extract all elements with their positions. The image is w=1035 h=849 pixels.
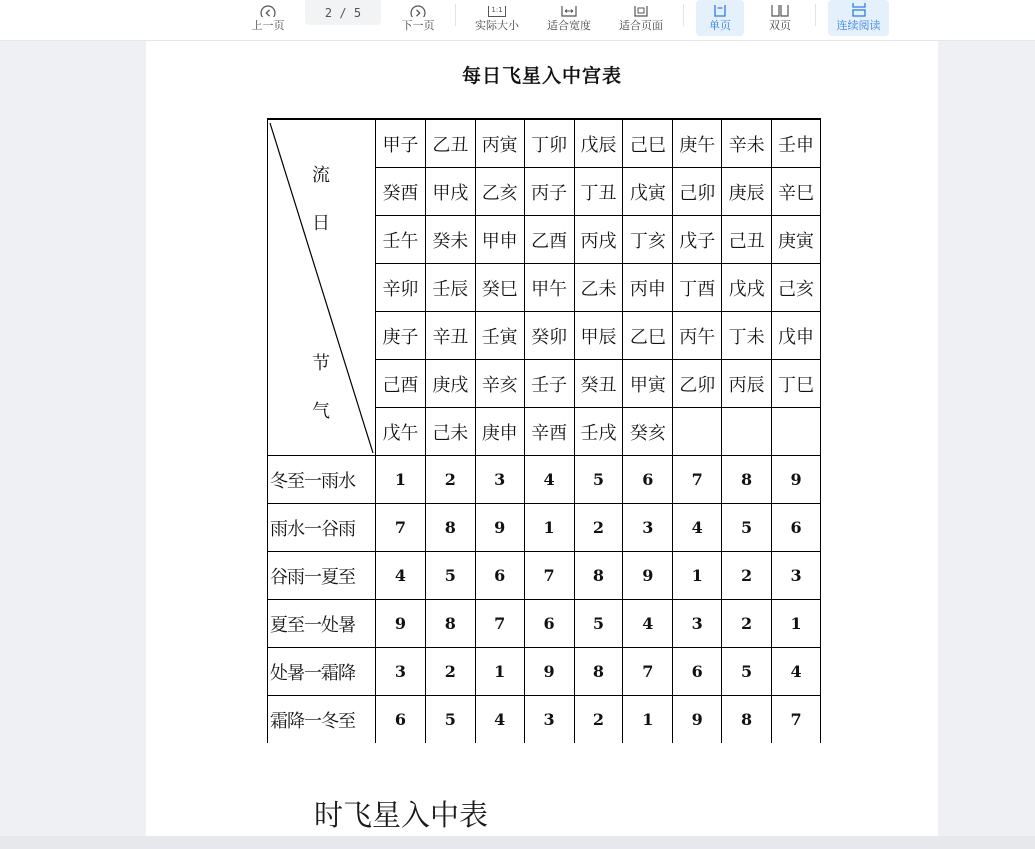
day-cell-text: 庚申 bbox=[481, 422, 518, 444]
star-number: 7 bbox=[543, 566, 555, 585]
single-page-icon bbox=[709, 2, 731, 17]
day-cell-text: 己未 bbox=[432, 422, 469, 444]
day-cell-text: 甲辰 bbox=[580, 326, 617, 348]
star-number: 2 bbox=[741, 614, 753, 633]
solar-term-row bbox=[268, 600, 821, 648]
day-cell bbox=[574, 312, 623, 360]
day-cell bbox=[772, 264, 821, 312]
day-cell-text: 癸丑 bbox=[580, 374, 617, 396]
star-number: 5 bbox=[592, 614, 605, 633]
day-cell bbox=[623, 264, 673, 312]
document-page bbox=[146, 41, 938, 836]
star-number-cell bbox=[524, 648, 574, 696]
fit-page-label: 适合页面 bbox=[619, 19, 663, 32]
star-number-cell bbox=[673, 504, 722, 552]
star-number-cell bbox=[623, 456, 673, 504]
star-number: 3 bbox=[394, 662, 406, 681]
day-cell-text: 庚子 bbox=[382, 326, 419, 348]
day-cell-text: 丁亥 bbox=[629, 230, 666, 252]
day-cell-text: 甲子 bbox=[382, 134, 419, 156]
day-cell bbox=[524, 119, 574, 168]
star-number-cell bbox=[475, 696, 524, 744]
star-number: 3 bbox=[642, 518, 654, 537]
day-cell-text: 丁卯 bbox=[531, 134, 568, 156]
day-cell-text: 己亥 bbox=[778, 278, 815, 300]
day-cell-text: 乙未 bbox=[580, 278, 617, 300]
day-cell bbox=[722, 264, 772, 312]
toolbar-divider bbox=[455, 4, 456, 26]
day-cell bbox=[623, 408, 673, 456]
day-cell bbox=[376, 408, 426, 456]
day-cell bbox=[425, 168, 475, 216]
star-number: 4 bbox=[691, 518, 703, 537]
fit-page-icon bbox=[630, 2, 652, 17]
star-number: 3 bbox=[790, 566, 802, 585]
star-number-cell bbox=[722, 600, 772, 648]
single-page-button[interactable] bbox=[696, 0, 744, 36]
day-cell-text: 己巳 bbox=[629, 134, 666, 156]
star-number: 6 bbox=[394, 710, 406, 729]
day-cell bbox=[475, 119, 524, 168]
day-cell bbox=[574, 264, 623, 312]
star-number: 4 bbox=[543, 470, 555, 489]
document-title: 每日飞星入中宫表 bbox=[461, 65, 622, 87]
day-cell-text: 丙戌 bbox=[580, 230, 617, 252]
day-cell bbox=[722, 119, 772, 168]
day-cell bbox=[673, 216, 722, 264]
star-number-cell bbox=[475, 600, 524, 648]
day-cell bbox=[475, 264, 524, 312]
star-number-cell bbox=[623, 648, 673, 696]
star-number-cell bbox=[722, 552, 772, 600]
star-number: 6 bbox=[790, 518, 802, 537]
fit-width-button[interactable] bbox=[543, 0, 595, 36]
star-number: 7 bbox=[691, 470, 703, 489]
day-cell-text: 己丑 bbox=[728, 230, 765, 252]
corner-label: 节 bbox=[312, 352, 330, 374]
day-cell-text: 辛卯 bbox=[382, 278, 419, 300]
star-number-cell bbox=[574, 504, 623, 552]
day-cell-text: 癸巳 bbox=[481, 278, 518, 300]
solar-term-label: 霜降一冬至 bbox=[268, 696, 376, 744]
star-number: 4 bbox=[790, 662, 802, 681]
star-number-cell bbox=[574, 648, 623, 696]
day-cell-text: 丙申 bbox=[629, 278, 666, 300]
prev-page-label: 上一页 bbox=[251, 19, 285, 32]
day-cell bbox=[425, 216, 475, 264]
day-cell-text: 壬寅 bbox=[481, 326, 518, 348]
star-number: 5 bbox=[444, 710, 456, 729]
double-page-button[interactable] bbox=[758, 0, 802, 36]
prev-page-button[interactable] bbox=[248, 0, 288, 36]
day-cell bbox=[425, 119, 475, 168]
day-cell bbox=[524, 312, 574, 360]
day-row bbox=[268, 119, 821, 168]
day-cell-text: 戊辰 bbox=[580, 134, 617, 156]
day-cell-text: 己卯 bbox=[679, 182, 716, 204]
day-cell bbox=[475, 168, 524, 216]
solar-term-row bbox=[268, 456, 821, 504]
star-number: 1 bbox=[691, 566, 703, 585]
day-cell bbox=[673, 408, 722, 456]
day-cell-text: 辛巳 bbox=[778, 182, 815, 204]
day-cell-text: 己酉 bbox=[382, 374, 419, 396]
star-number-cell bbox=[673, 648, 722, 696]
chevron-right-circle-icon bbox=[407, 2, 429, 17]
star-number: 4 bbox=[642, 614, 654, 633]
star-number-cell bbox=[673, 696, 722, 744]
day-cell-text: 壬辰 bbox=[432, 278, 469, 300]
day-cell-text: 戊申 bbox=[778, 326, 815, 348]
day-cell bbox=[524, 360, 574, 408]
star-number: 9 bbox=[642, 566, 654, 585]
next-page-button[interactable] bbox=[397, 0, 439, 36]
star-number-cell bbox=[425, 456, 475, 504]
star-number: 8 bbox=[741, 470, 753, 489]
star-number: 8 bbox=[741, 710, 753, 729]
day-cell bbox=[722, 312, 772, 360]
star-number: 3 bbox=[494, 470, 506, 489]
day-cell bbox=[772, 119, 821, 168]
day-cell bbox=[425, 408, 475, 456]
star-number-cell bbox=[425, 600, 475, 648]
next-page-label: 下一页 bbox=[401, 19, 435, 32]
star-number: 2 bbox=[444, 470, 456, 489]
star-number-cell bbox=[524, 600, 574, 648]
star-number: 5 bbox=[741, 662, 753, 681]
corner-label: 流 bbox=[312, 164, 330, 186]
page-number-input[interactable] bbox=[305, 0, 381, 25]
star-number: 7 bbox=[642, 662, 654, 681]
star-number-cell bbox=[623, 504, 673, 552]
day-cell-text: 庚寅 bbox=[778, 230, 815, 252]
day-cell-text: 丙辰 bbox=[728, 374, 765, 396]
day-cell-text: 庚戌 bbox=[432, 374, 469, 396]
flying-star-table-wrap bbox=[267, 118, 821, 743]
day-cell bbox=[722, 168, 772, 216]
star-number-cell bbox=[574, 456, 623, 504]
star-number: 6 bbox=[642, 470, 654, 489]
bottom-scroll-area bbox=[0, 836, 1035, 849]
day-cell bbox=[722, 408, 772, 456]
corner-label: 气 bbox=[312, 400, 330, 422]
day-cell-text: 癸未 bbox=[432, 230, 469, 252]
star-number-cell bbox=[673, 456, 722, 504]
star-number: 9 bbox=[790, 470, 802, 489]
day-cell bbox=[673, 264, 722, 312]
star-number: 1 bbox=[642, 710, 654, 729]
star-number: 6 bbox=[494, 566, 506, 585]
star-number: 1 bbox=[543, 518, 555, 537]
day-cell-text: 壬午 bbox=[382, 230, 419, 252]
continuous-reading-button[interactable] bbox=[828, 0, 889, 36]
star-number: 6 bbox=[691, 662, 703, 681]
star-number: 9 bbox=[691, 710, 703, 729]
day-cell-text: 庚辰 bbox=[728, 182, 765, 204]
day-cell-text: 戊午 bbox=[382, 422, 419, 444]
day-cell bbox=[376, 312, 426, 360]
star-number: 8 bbox=[592, 662, 605, 681]
day-cell bbox=[425, 312, 475, 360]
star-number: 5 bbox=[592, 470, 605, 489]
star-number: 2 bbox=[741, 566, 753, 585]
star-number-cell bbox=[722, 648, 772, 696]
day-cell-text: 壬戌 bbox=[580, 422, 617, 444]
day-cell-text: 丙午 bbox=[679, 326, 716, 348]
star-number-cell bbox=[524, 504, 574, 552]
day-cell bbox=[623, 360, 673, 408]
solar-term-row bbox=[268, 552, 821, 600]
day-cell-text: 乙巳 bbox=[629, 326, 666, 348]
star-number-cell bbox=[475, 456, 524, 504]
corner-label: 日 bbox=[312, 212, 330, 234]
day-cell bbox=[376, 264, 426, 312]
corner-header-cell bbox=[268, 119, 376, 456]
day-cell-text: 甲寅 bbox=[629, 374, 666, 396]
star-number-cell bbox=[574, 600, 623, 648]
day-cell bbox=[524, 264, 574, 312]
star-number-cell bbox=[574, 552, 623, 600]
day-cell bbox=[772, 216, 821, 264]
day-cell bbox=[475, 216, 524, 264]
star-number-cell bbox=[623, 696, 673, 744]
star-number-cell bbox=[772, 696, 821, 744]
day-cell-text: 乙丑 bbox=[432, 134, 469, 156]
star-number-cell bbox=[772, 552, 821, 600]
day-cell bbox=[574, 408, 623, 456]
day-cell-text: 丙寅 bbox=[481, 134, 518, 156]
star-number-cell bbox=[722, 696, 772, 744]
star-number-cell bbox=[673, 600, 722, 648]
day-cell bbox=[574, 119, 623, 168]
star-number-cell bbox=[376, 648, 426, 696]
star-number: 1 bbox=[790, 614, 802, 633]
day-cell bbox=[425, 264, 475, 312]
fit-page-button[interactable] bbox=[615, 0, 667, 36]
day-cell bbox=[772, 168, 821, 216]
day-cell bbox=[524, 216, 574, 264]
day-cell bbox=[425, 360, 475, 408]
solar-term-row bbox=[268, 696, 821, 744]
next-section-heading: 时飞星入中表 bbox=[314, 798, 489, 832]
day-cell-text: 戊戌 bbox=[728, 278, 765, 300]
fit-width-label: 适合宽度 bbox=[547, 19, 591, 32]
star-number-cell bbox=[772, 648, 821, 696]
star-number-cell bbox=[772, 600, 821, 648]
day-cell bbox=[623, 168, 673, 216]
double-page-label: 双页 bbox=[769, 19, 791, 32]
star-number-cell bbox=[524, 696, 574, 744]
day-cell-text: 乙亥 bbox=[481, 182, 518, 204]
star-number: 2 bbox=[592, 518, 605, 537]
day-cell-text: 辛酉 bbox=[531, 422, 568, 444]
day-cell bbox=[673, 119, 722, 168]
day-cell bbox=[623, 119, 673, 168]
day-cell-text: 乙酉 bbox=[531, 230, 568, 252]
star-number: 8 bbox=[444, 614, 456, 633]
star-number-cell bbox=[772, 456, 821, 504]
day-cell-text: 辛丑 bbox=[432, 326, 469, 348]
current-page: 2 bbox=[324, 5, 333, 20]
toolbar-divider bbox=[683, 4, 684, 26]
star-number-cell bbox=[425, 648, 475, 696]
solar-term-row bbox=[268, 648, 821, 696]
star-number-cell bbox=[376, 552, 426, 600]
star-number-cell bbox=[376, 600, 426, 648]
day-cell-text: 庚午 bbox=[679, 134, 716, 156]
actual-size-icon: 1:1 bbox=[486, 2, 508, 17]
solar-term-row bbox=[268, 504, 821, 552]
star-number-cell bbox=[722, 504, 772, 552]
star-number-cell bbox=[425, 504, 475, 552]
star-number-cell bbox=[524, 552, 574, 600]
star-number: 9 bbox=[394, 614, 406, 633]
star-number-cell bbox=[475, 504, 524, 552]
actual-size-button[interactable] bbox=[471, 0, 523, 36]
solar-term-label: 夏至一处暑 bbox=[268, 600, 376, 648]
chevron-left-circle-icon bbox=[257, 2, 279, 17]
star-number: 7 bbox=[394, 518, 406, 537]
day-cell bbox=[772, 312, 821, 360]
day-cell-text: 戊寅 bbox=[629, 182, 666, 204]
total-pages: / 5 bbox=[339, 5, 362, 20]
day-cell-text: 丁巳 bbox=[778, 374, 815, 396]
day-cell bbox=[673, 312, 722, 360]
single-page-label: 单页 bbox=[709, 19, 731, 32]
day-cell-text: 甲申 bbox=[481, 230, 518, 252]
day-cell-text: 癸酉 bbox=[382, 182, 419, 204]
day-cell bbox=[722, 216, 772, 264]
star-number: 9 bbox=[494, 518, 506, 537]
star-number-cell bbox=[475, 552, 524, 600]
day-cell bbox=[623, 216, 673, 264]
day-cell-text: 辛亥 bbox=[481, 374, 518, 396]
day-cell bbox=[475, 360, 524, 408]
day-cell-text: 丙子 bbox=[531, 182, 568, 204]
day-cell bbox=[673, 168, 722, 216]
star-number: 4 bbox=[494, 710, 506, 729]
star-number-cell bbox=[574, 696, 623, 744]
day-cell bbox=[376, 119, 426, 168]
star-number-cell bbox=[623, 600, 673, 648]
star-number: 3 bbox=[691, 614, 703, 633]
star-number: 3 bbox=[543, 710, 555, 729]
star-number: 1 bbox=[494, 662, 506, 681]
toolbar-divider bbox=[815, 4, 816, 26]
star-number: 2 bbox=[444, 662, 456, 681]
day-cell bbox=[524, 408, 574, 456]
flying-star-table bbox=[267, 118, 821, 743]
star-number-cell bbox=[376, 456, 426, 504]
day-cell-text: 乙卯 bbox=[679, 374, 716, 396]
star-number: 5 bbox=[741, 518, 753, 537]
day-cell-text: 丁丑 bbox=[580, 182, 617, 204]
day-cell-text: 癸亥 bbox=[629, 422, 666, 444]
day-cell bbox=[574, 168, 623, 216]
solar-term-label: 冬至一雨水 bbox=[268, 456, 376, 504]
star-number: 9 bbox=[543, 662, 555, 681]
day-cell bbox=[673, 360, 722, 408]
star-number: 8 bbox=[444, 518, 456, 537]
star-number-cell bbox=[623, 552, 673, 600]
day-cell bbox=[524, 168, 574, 216]
star-number-cell bbox=[425, 696, 475, 744]
day-cell-text: 戊子 bbox=[679, 230, 716, 252]
star-number: 6 bbox=[543, 614, 555, 633]
day-cell bbox=[772, 408, 821, 456]
star-number-cell bbox=[376, 504, 426, 552]
day-cell bbox=[574, 216, 623, 264]
solar-term-label: 雨水一谷雨 bbox=[268, 504, 376, 552]
day-cell bbox=[475, 312, 524, 360]
continuous-reading-label: 连续阅读 bbox=[836, 19, 881, 32]
star-number-cell bbox=[673, 552, 722, 600]
day-cell bbox=[722, 360, 772, 408]
day-cell-text: 丁酉 bbox=[679, 278, 716, 300]
day-cell-text: 壬申 bbox=[778, 134, 815, 156]
star-number-cell bbox=[772, 504, 821, 552]
day-cell bbox=[574, 360, 623, 408]
viewer-toolbar bbox=[0, 0, 1035, 41]
day-cell-text: 辛未 bbox=[728, 134, 765, 156]
star-number: 2 bbox=[592, 710, 605, 729]
star-number-cell bbox=[524, 456, 574, 504]
fit-width-icon bbox=[558, 2, 580, 17]
star-number: 7 bbox=[790, 710, 802, 729]
star-number: 8 bbox=[592, 566, 605, 585]
star-number-cell bbox=[376, 696, 426, 744]
star-number-cell bbox=[475, 648, 524, 696]
day-cell-text: 壬子 bbox=[531, 374, 568, 396]
star-number: 1 bbox=[394, 470, 406, 489]
day-cell bbox=[376, 360, 426, 408]
day-cell bbox=[475, 408, 524, 456]
solar-term-label: 处暑一霜降 bbox=[268, 648, 376, 696]
star-number: 5 bbox=[444, 566, 456, 585]
day-cell bbox=[623, 312, 673, 360]
day-cell-text: 甲午 bbox=[531, 278, 568, 300]
double-page-icon bbox=[769, 2, 791, 17]
day-cell-text: 甲戌 bbox=[432, 182, 469, 204]
day-cell-text: 癸卯 bbox=[531, 326, 568, 348]
star-number: 4 bbox=[394, 566, 406, 585]
day-cell-text: 丁未 bbox=[728, 326, 765, 348]
day-cell bbox=[376, 216, 426, 264]
star-number-cell bbox=[425, 552, 475, 600]
day-cell bbox=[376, 168, 426, 216]
actual-size-label: 实际大小 bbox=[475, 19, 519, 32]
day-cell bbox=[772, 360, 821, 408]
star-number: 7 bbox=[494, 614, 506, 633]
star-number-cell bbox=[722, 456, 772, 504]
continuous-reading-icon bbox=[848, 2, 870, 17]
solar-term-label: 谷雨一夏至 bbox=[268, 552, 376, 600]
